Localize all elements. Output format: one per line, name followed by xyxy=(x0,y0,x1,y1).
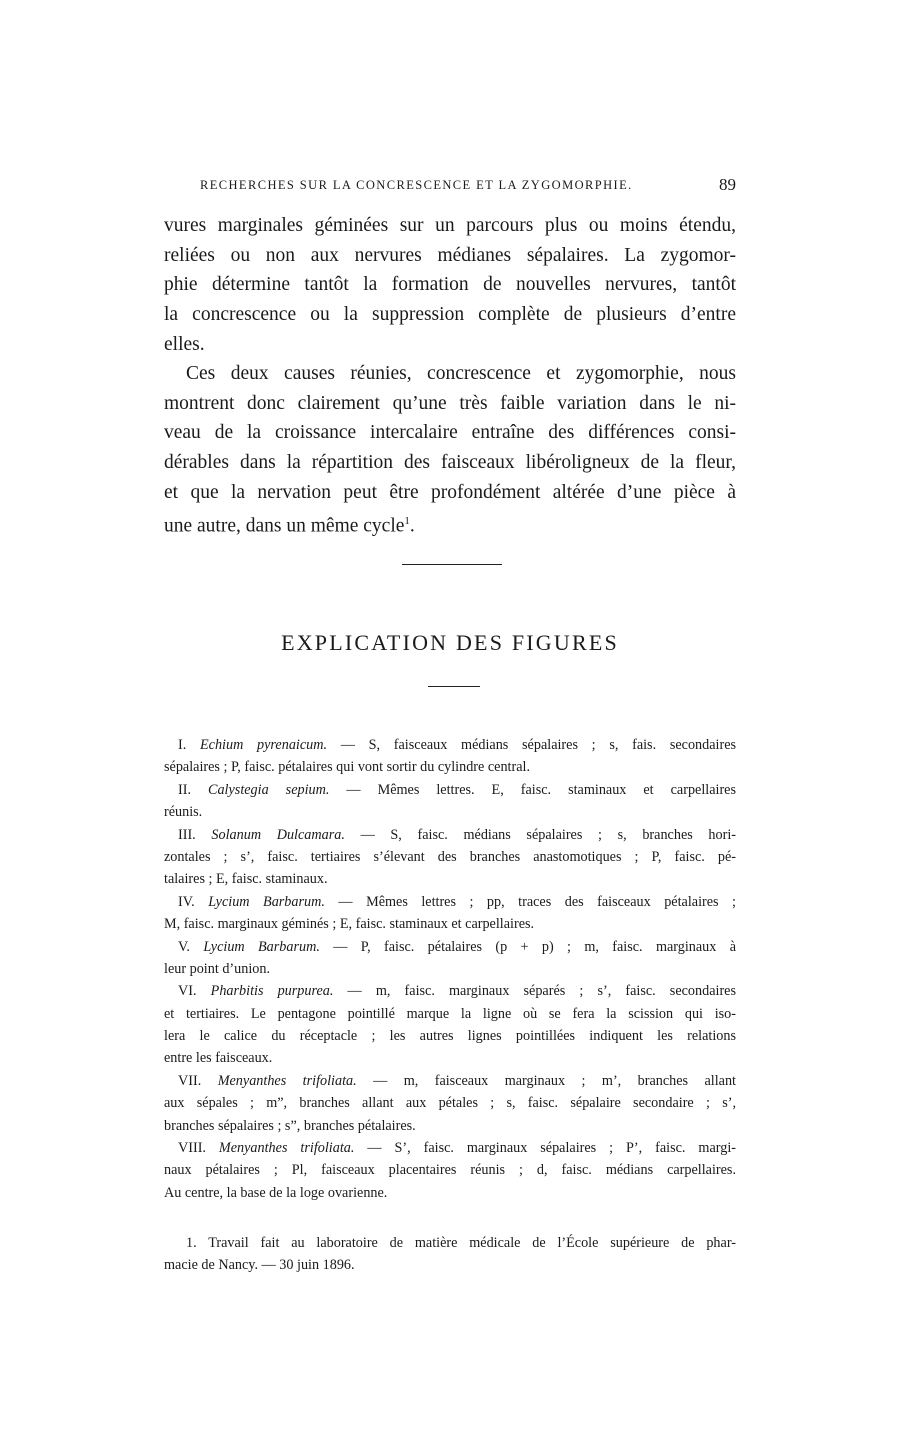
section-divider xyxy=(402,564,502,565)
species-name: Calystegia sepium. xyxy=(208,781,330,798)
figure-entry-first-line xyxy=(164,891,736,913)
figure-description: — m, faisc. marginaux séparés ; s’, faisc. secondaires xyxy=(333,983,736,1000)
figure-entry-first-line xyxy=(164,734,736,756)
paragraph-2 xyxy=(164,359,736,537)
text-line: Ces deux causes réunies, concrescence et zygomorphie, nous xyxy=(186,363,736,384)
figure-entry-first-line xyxy=(164,1137,736,1159)
figure-number: I. xyxy=(178,737,187,753)
figure-number: II. xyxy=(178,781,191,798)
figure-number: VII. xyxy=(178,1072,202,1089)
figure-number: V. xyxy=(178,938,190,955)
page-number: 89 xyxy=(719,175,736,194)
species-name: Solanum Dulcamara. xyxy=(211,826,345,843)
text-line: veau de la croissance intercalaire entraîne des différences consi- xyxy=(164,422,736,444)
figure-description: — S’, faisc. marginaux sépalaires ; P’, faisc. margi- xyxy=(354,1140,736,1157)
figure-entry-line: entre les faisceaux. xyxy=(164,1050,273,1067)
text-line: dérables dans la répartition des faisceaux libéroligneux de la fleur, xyxy=(164,452,736,474)
figure-explanations xyxy=(164,734,736,1204)
figure-number: III. xyxy=(178,826,196,843)
figure-entry-first-line xyxy=(164,1070,736,1092)
figure-entry-line: sépalaires ; P, faisc. pétalaires qui vont sortir du cylindre central. xyxy=(164,759,530,776)
footnote-line: 1. Travail fait au laboratoire de matière médicale de l’École supérieure de phar- xyxy=(186,1235,736,1251)
text-fragment: une autre, dans un même cycle xyxy=(164,515,405,537)
species-name: Menyanthes trifoliata. xyxy=(217,1072,357,1089)
footnote-reference: 1 xyxy=(404,515,410,528)
figure-description: — S, faisceaux médians sépalaires ; s, fais. secondaires xyxy=(327,737,737,753)
running-head-title: RECHERCHES SUR LA CONCRESCENCE ET LA ZYGOMORPHIE. xyxy=(200,178,633,192)
paragraph-1 xyxy=(164,211,736,359)
figure-entry-line: leur point d’union. xyxy=(164,960,270,977)
text-fragment: . xyxy=(409,515,415,537)
text-line: montrent donc clairement qu’une très faible variation dans le ni- xyxy=(164,392,736,414)
species-name: Pharbitis purpurea. xyxy=(210,983,334,1000)
species-name: Lycium Barbarum. xyxy=(203,938,320,955)
figure-entry-line: naux pétalaires ; Pl, faisceaux placentaires réunis ; d, faisc. médians carpellaires. xyxy=(164,1162,736,1179)
species-name: Menyanthes trifoliata. xyxy=(218,1140,355,1157)
figure-entry-first-line xyxy=(164,980,736,1002)
text-line: et que la nervation peut être profondément altérée d’une pièce à xyxy=(164,481,736,503)
footnote-line: macie de Nancy. — 30 juin 1896. xyxy=(164,1257,355,1273)
figure-entry-line: talaires ; E, faisc. staminaux. xyxy=(164,871,328,888)
figure-description: — Mêmes lettres. E, faisc. staminaux et carpellaires xyxy=(329,781,736,798)
figure-description: — S, faisc. médians sépalaires ; s, branches hori- xyxy=(344,826,736,843)
figure-entry-line: Au centre, la base de la loge ovarienne. xyxy=(164,1184,388,1201)
figure-entry-first-line xyxy=(164,779,736,801)
figure-entry-line: réunis. xyxy=(164,804,203,821)
species-name: Echium pyrenaicum. xyxy=(200,737,328,753)
figure-entry-line: aux sépales ; m”, branches allant aux pétales ; s, faisc. sépalaire secondaire ; s’, xyxy=(164,1095,736,1112)
figure-entry-line: M, faisc. marginaux géminés ; E, faisc. staminaux et carpellaires. xyxy=(164,916,535,933)
title-underline xyxy=(428,686,480,687)
figure-entry-line: lera le calice du réceptacle ; les autres lignes pointillées indiquent les relations xyxy=(164,1028,736,1045)
figure-number: VI. xyxy=(178,983,197,1000)
figure-entry-line: zontales ; s’, faisc. tertiaires s’élevant des branches anastomotiques ; P, faisc. pé- xyxy=(164,848,736,865)
text-line: reliées ou non aux nervures médianes sépalaires. La zygomor- xyxy=(164,244,736,266)
figure-number: IV. xyxy=(178,893,195,910)
figure-description: — m, faisceaux marginaux ; m’, branches allant xyxy=(356,1072,736,1089)
figure-entry-first-line xyxy=(164,936,736,958)
figure-number: VIII. xyxy=(178,1140,206,1157)
figure-entry-first-line xyxy=(164,824,736,846)
figure-description: — P, faisc. pétalaires (p + p) ; m, faisc. marginaux à xyxy=(319,938,737,955)
text-line: la concrescence ou la suppression complète de plusieurs d’entre xyxy=(164,304,736,326)
running-head xyxy=(200,175,736,194)
figure-description: — Mêmes lettres ; pp, traces des faisceaux pétalaires ; xyxy=(324,893,736,910)
text-line-final xyxy=(164,507,736,537)
text-line: phie détermine tantôt la formation de nouvelles nervures, tantôt xyxy=(164,274,736,296)
figure-entry-line: branches sépalaires ; s”, branches pétalaires. xyxy=(164,1117,416,1134)
text-line: elles. xyxy=(164,333,205,355)
footnote xyxy=(164,1232,736,1276)
section-title: EXPLICATION DES FIGURES xyxy=(281,630,619,655)
figure-entry-line: et tertiaires. Le pentagone pointillé marque la ligne où se fera la scission qui iso- xyxy=(164,1005,736,1022)
text-line: vures marginales géminées sur un parcours plus ou moins étendu, xyxy=(164,215,736,236)
species-name: Lycium Barbarum. xyxy=(208,893,325,910)
